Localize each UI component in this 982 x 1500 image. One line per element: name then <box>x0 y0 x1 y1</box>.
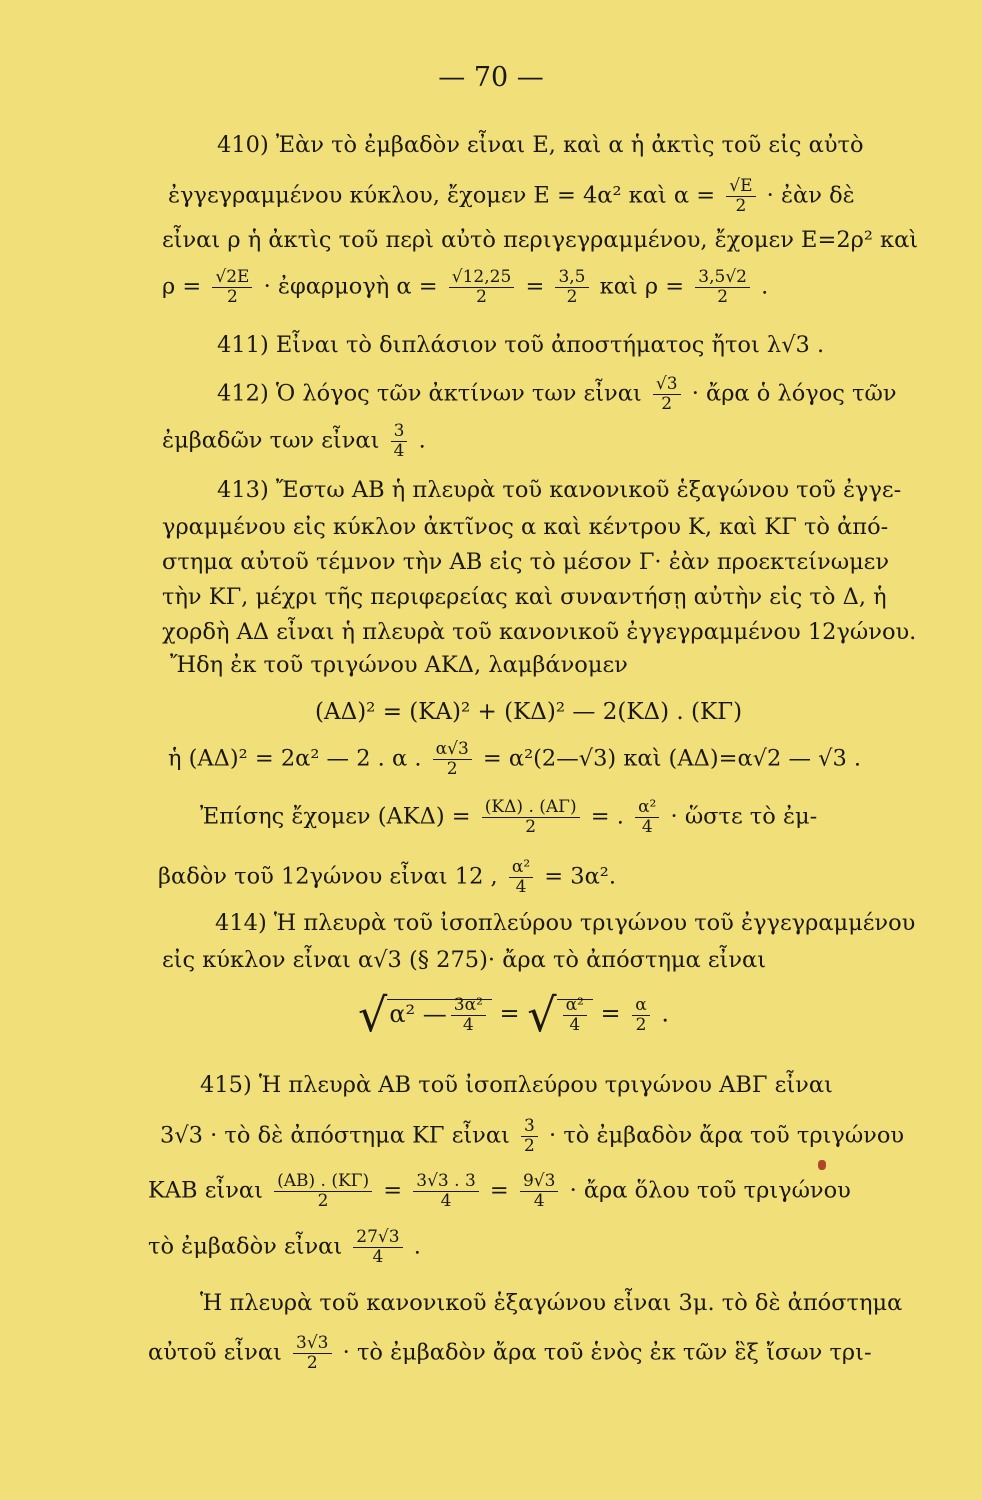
p414-line2: εἰς κύκλον εἶναι α√3 (§ 275)· ἄρα τὸ ἀπόστημα εἶναι <box>162 947 767 973</box>
fraction: $\frac{\text{α²}}{4}$ <box>509 858 533 897</box>
fraction: $\frac{(AB) . (K\Gamma)}{2}$ <box>274 1172 372 1211</box>
p413-line5: χορδὴ ΑΔ εἶναι ἡ πλευρὰ τοῦ κανονικοῦ ἐγγεγραμμένου 12γώνου. <box>162 619 917 645</box>
hex-line2: αὐτοῦ εἶναι $\frac{3√3}{2}$ · τὸ ἐμβαδὸν ἄρα τοῦ ἑνὸς ἐκ τῶν ἓξ ἴσων τρι- <box>148 1333 872 1373</box>
p410-line3: εἶναι ρ ἡ ἀκτὶς τοῦ περὶ αὐτὸ περιγεγραμμένου, ἔχομεν Ε=2ρ² καὶ <box>162 227 919 253</box>
fraction: $\frac{3}{2}$ <box>521 1117 538 1156</box>
sqrt-sign: √ <box>527 988 557 1042</box>
page-number: — 70 — <box>438 62 544 93</box>
fraction: $\frac{3,5√2}{2}$ <box>695 268 750 307</box>
fraction: $\frac{√2E}{2}$ <box>212 268 252 307</box>
fraction: $\frac{√12,25}{2}$ <box>449 268 515 307</box>
fraction: $\frac{(K\Delta) . (A\Gamma)}{2}$ <box>482 798 580 837</box>
fraction: $\frac{\text{α²}}{4}$ <box>635 798 659 837</box>
p412-line1: 412) Ὁ λόγος τῶν ἀκτίνων των εἶναι $\frac{√3}{2}$ · ἄρα ὁ λόγος τῶν <box>217 374 897 414</box>
p413-eq4: βαδὸν τοῦ 12γώνου εἶναι 12 , $\frac{\text{α²}}{4}$ = 3α². <box>158 857 616 897</box>
ink-spot <box>818 1160 826 1170</box>
p413-line2: γραμμένου εἰς κύκλον ἀκτῖνος α καὶ κέντρου Κ, καὶ ΚΓ τὸ ἀπό- <box>162 514 889 540</box>
p412-line2: ἐμβαδῶν των εἶναι $\frac{3}{4}$ . <box>162 421 426 461</box>
radicand <box>557 994 593 1035</box>
p411-line1: 411) Εἶναι τὸ διπλάσιον τοῦ ἀποστήματος ἤτοι λ√3 . <box>217 332 825 358</box>
hex-line1: Ἡ πλευρὰ τοῦ κανονικοῦ ἑξαγώνου εἶναι 3μ. τὸ δὲ ἀπόστημα <box>200 1290 903 1316</box>
p413-line3: στημα αὐτοῦ τέμνον τὴν ΑΒ εἰς τὸ μέσον Γ· ἐὰν προεκτείνωμεν <box>162 549 890 575</box>
fraction: $\frac{\alpha}{2}$ <box>632 996 649 1035</box>
fraction: $\frac{3√3 . 3}{4}$ <box>413 1172 479 1211</box>
fraction: $\frac{√3}{2}$ <box>653 375 681 414</box>
fraction: $\frac{9√3}{4}$ <box>520 1172 558 1211</box>
p413-eq1: (ΑΔ)² = (ΚΑ)² + (ΚΔ)² — 2(ΚΔ) . (ΚΓ) <box>315 699 743 725</box>
radicand: α² — $\frac{\text{3α²}}{4}$ <box>387 999 492 1028</box>
fraction: $\frac{27√3}{4}$ <box>353 1228 402 1267</box>
fraction: $\frac{√E}{2}$ <box>726 177 755 216</box>
p415-line2: 3√3 · τὸ δὲ ἀπόστημα ΚΓ εἶναι $\frac{3}{2}$ · τὸ ἐμβαδὸν ἄρα τοῦ τριγώνου <box>160 1116 905 1156</box>
p410-line2: ἐγγεγραμμένου κύκλου, ἔχομεν Ε = 4α² καὶ α = $\frac{√E}{2}$ · ἐὰν δὲ <box>168 176 855 216</box>
sqrt-sign: √ <box>358 988 388 1042</box>
fraction: $\frac{3,5}{2}$ <box>555 268 588 307</box>
p413-eq2: ἡ (ΑΔ)² = 2α² — 2 . α . $\frac{\alpha√3}{2}$ = α²(2—√3) καὶ (ΑΔ)=α√2 — √3 . <box>168 739 862 779</box>
p410-line4: ρ = $\frac{√2E}{2}$ · ἐφαρμογὴ α = $\frac{√12,25}{2}$ = $\frac{3,5}{2}$ καὶ ρ = $\frac{3,5√2}{2}$ . <box>162 267 769 307</box>
fraction: $\frac{\alpha√3}{2}$ <box>433 740 472 779</box>
fraction: $\frac{\text{α²}}{4}$ <box>563 996 587 1035</box>
fraction: $\frac{3√3}{2}$ <box>293 1334 331 1373</box>
p413-eq3: Ἐπίσης ἔχομεν (ΑΚΔ) = $\frac{(K\Delta) . (A\Gamma)}{2}$ = . $\frac{\text{α²}}{4}$ · ὥστε τὸ ἐμ- <box>200 797 818 837</box>
fraction: $\frac{3}{4}$ <box>391 422 408 461</box>
p413-line4: τὴν ΚΓ, μέχρι τῆς περιφερείας καὶ συναντήσῃ αὐτὴν εἰς τὸ Δ, ἡ <box>162 584 887 610</box>
p415-line1: 415) Ἡ πλευρὰ ΑΒ τοῦ ἰσοπλεύρου τριγώνου ΑΒΓ εἶναι <box>200 1072 833 1098</box>
fraction: $\frac{\text{3α²}}{4}$ <box>451 996 486 1035</box>
p415-line3: ΚΑΒ εἶναι $\frac{(AB) . (K\Gamma)}{2}$ = $\frac{3√3 . 3}{4}$ = $\frac{9√3}{4}$ · ἄρα ὅλου τοῦ τριγώνου <box>148 1171 851 1211</box>
p415-line4: τὸ ἐμβαδὸν εἶναι $\frac{27√3}{4}$ . <box>148 1227 421 1267</box>
p413-line1: 413) Ἔστω ΑΒ ἡ πλευρὰ τοῦ κανονικοῦ ἑξαγώνου τοῦ ἐγγε- <box>217 477 902 503</box>
p413-line6: Ἤδη ἐκ τοῦ τριγώνου ΑΚΔ, λαμβάνομεν <box>170 652 628 678</box>
p410-line1: 410) Ἐὰν τὸ ἐμβαδὸν εἶναι Ε, καὶ α ἡ ἀκτὶς τοῦ εἰς αὐτὸ <box>217 132 864 158</box>
p414-line1: 414) Ἡ πλευρὰ τοῦ ἰσοπλεύρου τριγώνου τοῦ ἐγγεγραμμένου <box>215 910 916 936</box>
p414-equation: √α² — $\frac{\text{3α²}}{4}$ = √ $\frac{\text{α²}}{4}$ = $\frac{\alpha}{2}$ . <box>358 988 670 1042</box>
